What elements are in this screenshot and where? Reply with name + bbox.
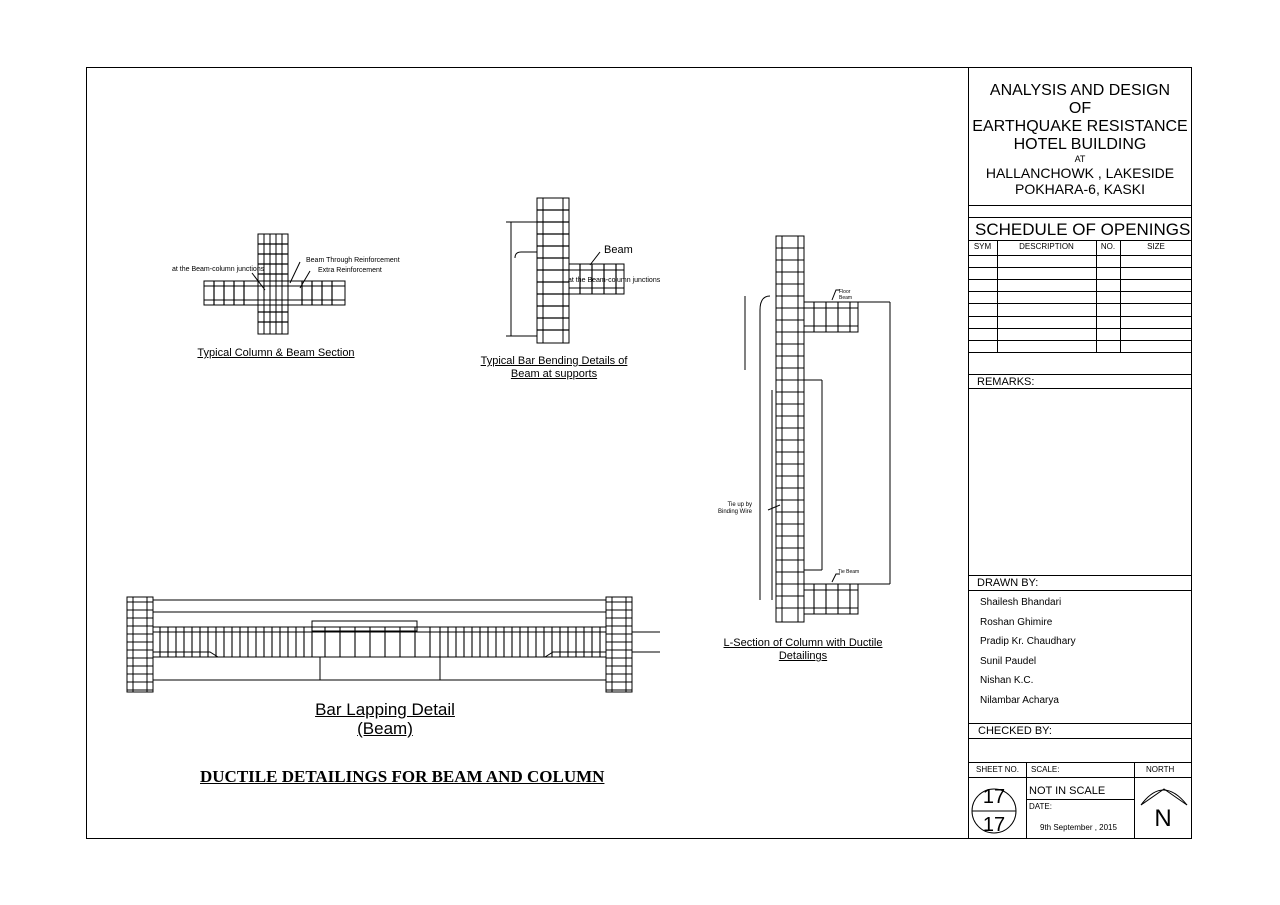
date-label: DATE:: [1029, 802, 1052, 811]
schedule-grid: [1120, 240, 1121, 352]
north-label: NORTH: [1146, 765, 1175, 774]
divider: [968, 240, 1192, 241]
divider: [968, 590, 1192, 591]
sheet-main-title: DUCTILE DETAILINGS FOR BEAM AND COLUMN: [200, 767, 605, 786]
sheet-number: 17: [982, 786, 1006, 808]
scale-value: NOT IN SCALE: [1029, 785, 1106, 797]
schedule-col-description: DESCRIPTION: [1019, 242, 1074, 251]
sheet-grid: [1134, 762, 1135, 839]
date-value: 9th September , 2015: [1040, 823, 1117, 832]
schedule-grid: [997, 240, 998, 352]
divider: [968, 723, 1192, 724]
bending-note: at the Beam-column junctions: [568, 277, 661, 284]
divider: [1026, 799, 1134, 800]
north-letter: N: [1154, 805, 1172, 832]
divider: [968, 762, 1192, 763]
checked-by-label: CHECKED BY:: [978, 725, 1052, 737]
schedule-grid: [968, 255, 1192, 256]
drawn-by-name: Pradip Kr. Chaudhary: [980, 636, 1076, 647]
tie-up-label-line-1: Tie up by: [727, 502, 753, 508]
lsection-caption-line-1: L-Section of Column with Ductile: [723, 637, 883, 649]
schedule-grid: [1096, 240, 1097, 352]
bending-caption: [474, 355, 634, 381]
schedule-title: SCHEDULE OF OPENINGS: [975, 220, 1191, 239]
schedule-grid: [968, 279, 1192, 280]
floor-beam-label-line-1: Floor: [839, 289, 851, 295]
schedule-grid: [968, 291, 1192, 292]
schedule-grid: [968, 328, 1192, 329]
floor-beam-label-line-2: Beam: [839, 295, 853, 301]
sheet-grid: [1026, 762, 1027, 839]
tie-up-label: [718, 502, 752, 516]
lap-title-line-2: (Beam): [357, 719, 413, 738]
divider: [968, 205, 1192, 206]
schedule-col-sym: SYM: [973, 242, 992, 251]
drawn-by-name: Sunil Paudel: [980, 655, 1037, 667]
schedule-grid: [968, 352, 1192, 353]
remarks-label: REMARKS:: [977, 376, 1035, 388]
schedule-grid: [968, 316, 1192, 317]
lsection-caption-line-2: Detailings: [778, 650, 828, 662]
divider: [968, 374, 1192, 375]
drawn-by-name: Nilambar Acharya: [980, 694, 1059, 706]
tie-up-label-line-2: Binding Wire: [718, 509, 753, 515]
drawn-by-name: Shailesh Bhandari: [980, 597, 1062, 608]
bending-caption-line-1: Typical Bar Bending Details of: [480, 355, 628, 367]
divider: [968, 217, 1192, 218]
title-line-7: POKHARA-6, KASKI: [1015, 181, 1145, 197]
bending-caption-line-2: Beam at supports: [510, 368, 598, 380]
schedule-grid: [968, 340, 1192, 341]
col-beam-note-through: Beam Through Reinforcement: [306, 257, 400, 264]
lsection-caption: [718, 637, 888, 663]
lap-title-line-1: Bar Lapping Detail: [315, 700, 455, 719]
title-line-1: ANALYSIS AND DESIGN: [989, 82, 1171, 99]
divider: [968, 738, 1192, 739]
drawn-by-list: [980, 597, 1076, 714]
drawn-by-label: DRAWN BY:: [977, 577, 1039, 589]
title-line-2: OF: [1068, 100, 1092, 117]
scale-label: SCALE:: [1031, 765, 1060, 774]
sheet-no-label: SHEET NO.: [976, 765, 1019, 774]
divider: [968, 388, 1192, 389]
title-line-5: AT: [1074, 154, 1086, 164]
col-beam-note-left: at the Beam-column junctions: [172, 266, 265, 273]
schedule-grid: [968, 267, 1192, 268]
bending-beam-label: Beam: [604, 244, 633, 256]
floor-beam-label: [839, 289, 852, 301]
col-beam-caption: Typical Column & Beam Section: [197, 347, 355, 359]
divider: [968, 575, 1192, 576]
divider: [968, 777, 1192, 778]
lap-title: [300, 700, 470, 738]
sheet-total: 17: [982, 814, 1006, 836]
project-title: [968, 82, 1192, 197]
schedule-grid: [968, 303, 1192, 304]
drawn-by-name: Roshan Ghimire: [980, 616, 1053, 628]
schedule-col-no: NO.: [1100, 242, 1116, 251]
title-line-4: HOTEL BUILDING: [1013, 136, 1147, 153]
schedule-col-size: SIZE: [1147, 242, 1165, 251]
drawn-by-name: Nishan K.C.: [980, 675, 1034, 686]
title-line-6: HALLANCHOWK , LAKESIDE: [985, 165, 1175, 181]
tie-beam-label: Tie Beam: [838, 569, 860, 575]
col-beam-note-extra: Extra Reinforcement: [318, 267, 382, 274]
title-line-3: EARTHQUAKE RESISTANCE: [972, 118, 1188, 135]
